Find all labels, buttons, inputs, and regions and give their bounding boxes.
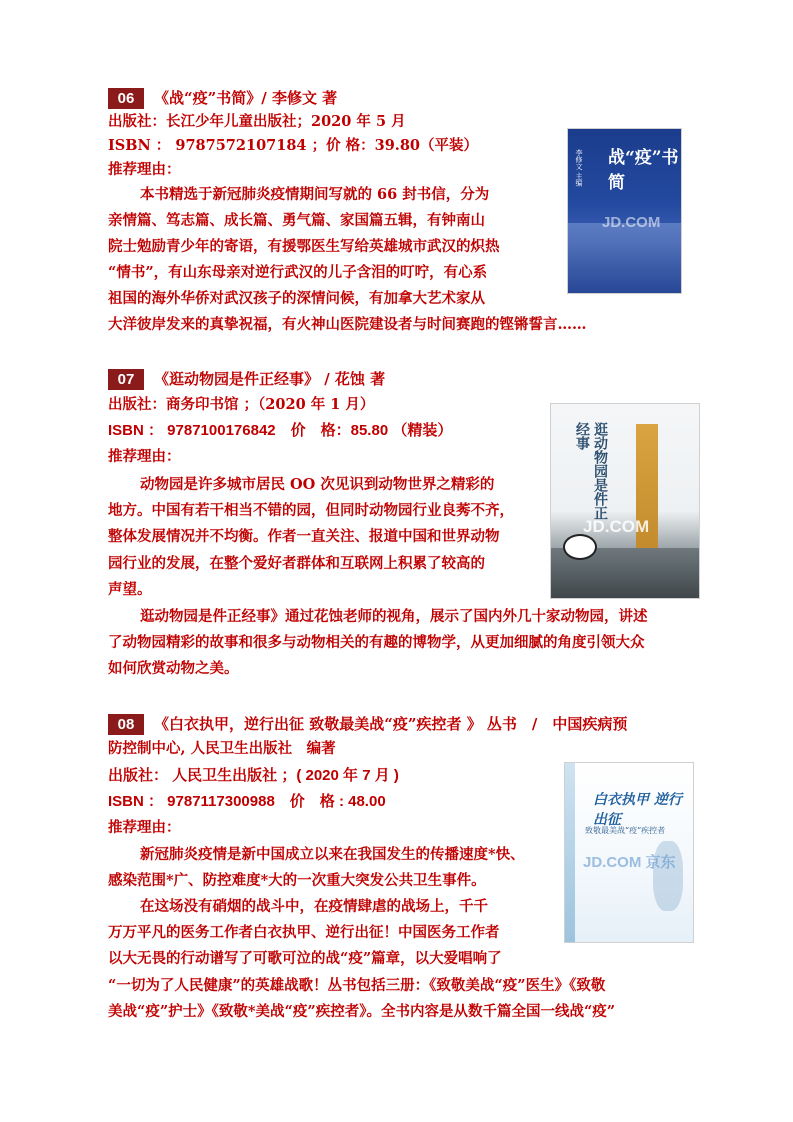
entry-reason-line: 新冠肺炎疫情是新中国成立以来在我国发生的传播速度*快、 bbox=[140, 846, 525, 863]
entry-reason-line: 美战“疫”护士》《致敬*美战“疫”疾控者》。全书内容是从数千篇全国一线战“疫” bbox=[108, 1003, 616, 1020]
entry-isbn: ISBN ： 9787100176842 价 格：85.80 （精装） bbox=[108, 422, 453, 439]
cover-title: 白衣执甲 逆行出征 bbox=[593, 792, 682, 828]
entry-isbn: ISBN ： 9787572107184 ；价 格：39.80（平装） bbox=[108, 137, 479, 154]
cover-title: 逛动物园是件正经事 bbox=[574, 422, 608, 520]
entry-reason-line: 园行业的发展，在整个爱好者群体和互联网上积累了较高的 bbox=[108, 555, 485, 572]
entry-reason-line: 院士勉励青少年的寄语，有援鄂医生写给英雄城市武汉的炽热 bbox=[108, 238, 500, 255]
entry-08-heading bbox=[108, 712, 627, 736]
entry-reason-line: 祖国的海外华侨对武汉孩子的深情问候，有加拿大艺术家从 bbox=[108, 290, 485, 307]
entry-isbn: ISBN ： 9787117300988 价 格 : 48.00 bbox=[108, 793, 386, 810]
entry-reason-line: “情书”，有山东母亲对逆行武汉的儿子含泪的叮咛，有心系 bbox=[108, 264, 488, 281]
entry-publisher: 出版社： 人民卫生出版社 ；( 2020 年 7 月 ) bbox=[108, 767, 399, 784]
entry-reason-line: 万万平凡的医务工作者白衣执甲、逆行出征！中国医务工作者 bbox=[108, 924, 500, 941]
entry-reason-line: 声望。 bbox=[108, 581, 152, 598]
cover-title: 战“疫”书简 bbox=[608, 148, 679, 193]
book-cover-07 bbox=[550, 403, 700, 599]
entry-07-heading bbox=[108, 367, 385, 391]
entry-reason-line: 逛动物园是件正经事》通过花蚀老师的视角，展示了国内外几十家动物园，讲述 bbox=[140, 608, 648, 625]
entry-title: 《战“疫”书简》/ 李修文 著 bbox=[154, 89, 338, 107]
entry-title: 《白衣执甲，逆行出征 致敬最美战“疫”疾控者 》 丛书 / 中国疾病预 bbox=[154, 715, 628, 733]
entry-title: 《逛动物园是件正经事》 / 花蚀 著 bbox=[154, 370, 386, 388]
entry-reason-line: 以大无畏的行动谱写了可歌可泣的战“疫”篇章，以大爱唱响了 bbox=[108, 950, 502, 967]
cover-photo bbox=[568, 223, 681, 293]
entry-reason-line: “一切为了人民健康”的英雄战歌！丛书包括三册：《致敬美战“疫”医生》《致敬 bbox=[108, 977, 606, 994]
entry-reason-label: 推荐理由： bbox=[108, 161, 181, 178]
entry-reason-line: 动物园是许多城市居民 OO 次见识到动物世界之精彩的 bbox=[140, 476, 495, 493]
entry-06-heading bbox=[108, 86, 337, 110]
entry-reason-line: 大洋彼岸发来的真挚祝福，有火神山医院建设者与时间赛跑的铿锵誓言…… bbox=[108, 316, 587, 333]
entry-number-badge: 07 bbox=[108, 369, 144, 390]
entry-reason-line: 整体发展情况并不均衡。作者一直关注、报道中国和世界动物 bbox=[108, 528, 500, 545]
cover-subtitle: 致敬最美战“疫”疾控者 bbox=[585, 826, 666, 835]
entry-publisher: 出版社：长江少年儿童出版社；2020 年 5 月 bbox=[108, 113, 406, 130]
cover-spine bbox=[565, 763, 575, 942]
book-cover-06 bbox=[567, 128, 682, 294]
entry-reason-line: 亲情篇、笃志篇、成长篇、勇气篇、家国篇五辑，有钟南山 bbox=[108, 212, 485, 229]
entry-title-line2: 防控制中心, 人民卫生出版社 编著 bbox=[108, 740, 336, 757]
entry-reason-line: 本书精选于新冠肺炎疫情期间写就的 66 封书信，分为 bbox=[140, 186, 490, 203]
entry-reason-label: 推荐理由： bbox=[108, 819, 181, 836]
entry-publisher: 出版社：商务印书馆 ；（2020 年 1 月） bbox=[108, 396, 375, 413]
book-cover-08 bbox=[564, 762, 694, 943]
entry-reason-line: 如何欣赏动物之美。 bbox=[108, 660, 239, 677]
cover-watermark: JD.COM bbox=[602, 214, 661, 231]
entry-reason-line: 感染范围*广、防控难度*大的一次重大突发公共卫生事件。 bbox=[108, 872, 486, 889]
entry-reason-label: 推荐理由： bbox=[108, 448, 181, 465]
cover-watermark: JD.COM bbox=[583, 517, 650, 536]
entry-reason-line: 了动物园精彩的故事和很多与动物相关的有趣的博物学，从更加细腻的角度引领大众 bbox=[108, 634, 645, 651]
entry-reason-line: 地方。中国有若干相当不错的园，但同时动物园行业良莠不齐， bbox=[108, 502, 514, 519]
cover-panda bbox=[563, 534, 597, 560]
cover-author: 李修文 主编 bbox=[575, 149, 583, 187]
cover-watermark: JD.COM 京东 bbox=[583, 854, 676, 871]
entry-number-badge: 08 bbox=[108, 714, 144, 735]
entry-number-badge: 06 bbox=[108, 88, 144, 109]
entry-reason-line: 在这场没有硝烟的战斗中，在疫情肆虐的战场上，千千 bbox=[140, 898, 488, 915]
